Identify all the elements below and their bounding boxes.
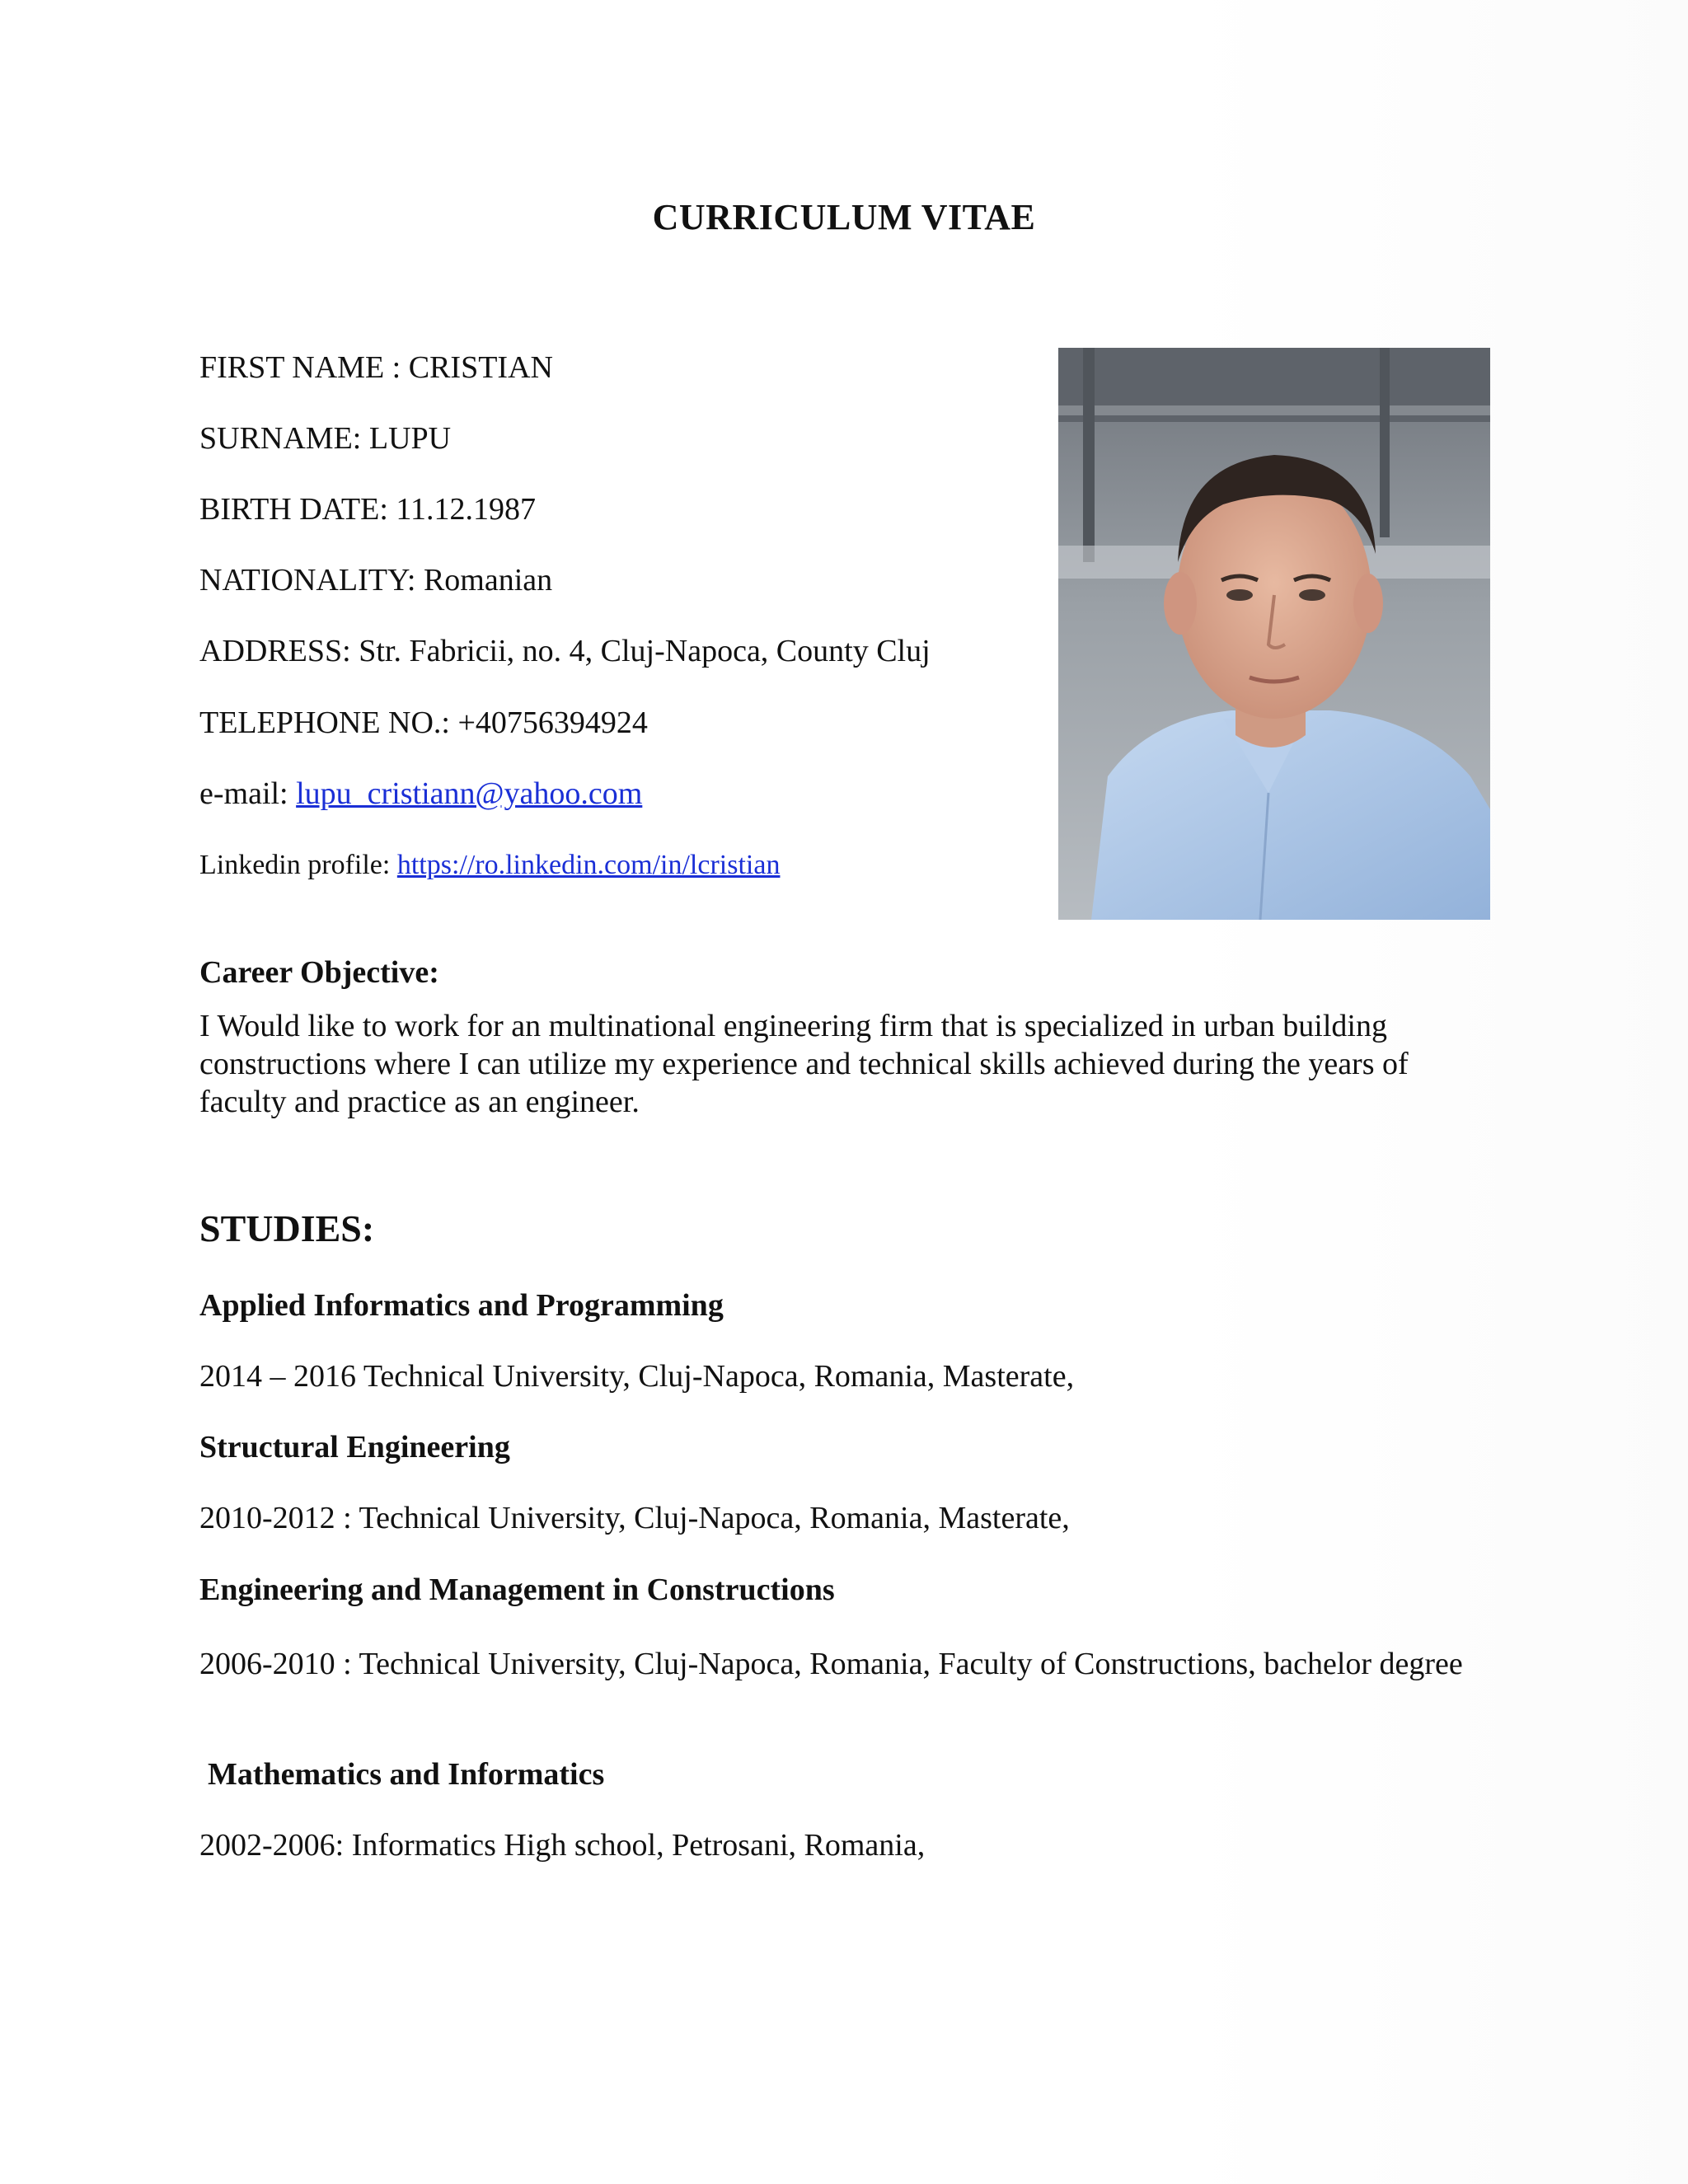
- studies-heading: STUDIES:: [199, 1207, 375, 1249]
- study-detail: 2002-2006: Informatics High school, Petrosani, Romania,: [199, 1828, 926, 1863]
- study-detail: 2010-2012 : Technical University, Cluj-Napoca, Romania, Masterate,: [199, 1501, 1070, 1535]
- surname-line: SURNAME: LUPU: [199, 421, 452, 456]
- nationality-line: NATIONALITY: Romanian: [199, 563, 553, 598]
- career-objective-text: I Would like to work for an multinational engineering firm that is specialized in urban building constructions where I can utilize my experience and technical skills achieved during the years of faculty and practice as an engineer.: [199, 1009, 1409, 1119]
- first-name-line: FIRST NAME : CRISTIAN: [199, 350, 553, 385]
- career-objective-heading: Career Objective:: [199, 955, 439, 990]
- telephone-line: TELEPHONE NO.: +40756394924: [199, 705, 648, 740]
- email-link[interactable]: lupu_cristiann@yahoo.com: [296, 776, 643, 811]
- email-label: e-mail:: [199, 776, 297, 811]
- linkedin-label: Linkedin profile:: [199, 850, 397, 880]
- birth-date-line: BIRTH DATE: 11.12.1987: [199, 492, 536, 527]
- profile-photo: [1058, 348, 1490, 920]
- study-title: Applied Informatics and Programming: [199, 1288, 724, 1323]
- study-detail: 2006-2010 : Technical University, Cluj-Napoca, Romania, Faculty of Constructions, bachelor degree: [199, 1647, 1463, 1681]
- study-detail: 2014 – 2016 Technical University, Cluj-Napoca, Romania, Masterate,: [199, 1359, 1075, 1394]
- document-title: CURRICULUM VITAE: [652, 197, 1036, 237]
- study-title: Structural Engineering: [199, 1430, 510, 1465]
- study-title: Engineering and Management in Constructions: [199, 1572, 835, 1607]
- email-line: [199, 776, 642, 812]
- linkedin-line: [199, 850, 780, 881]
- study-title: Mathematics and Informatics: [208, 1757, 605, 1792]
- address-line: ADDRESS: Str. Fabricii, no. 4, Cluj-Napoca, County Cluj: [199, 634, 931, 668]
- linkedin-link[interactable]: https://ro.linkedin.com/in/lcristian: [396, 850, 781, 880]
